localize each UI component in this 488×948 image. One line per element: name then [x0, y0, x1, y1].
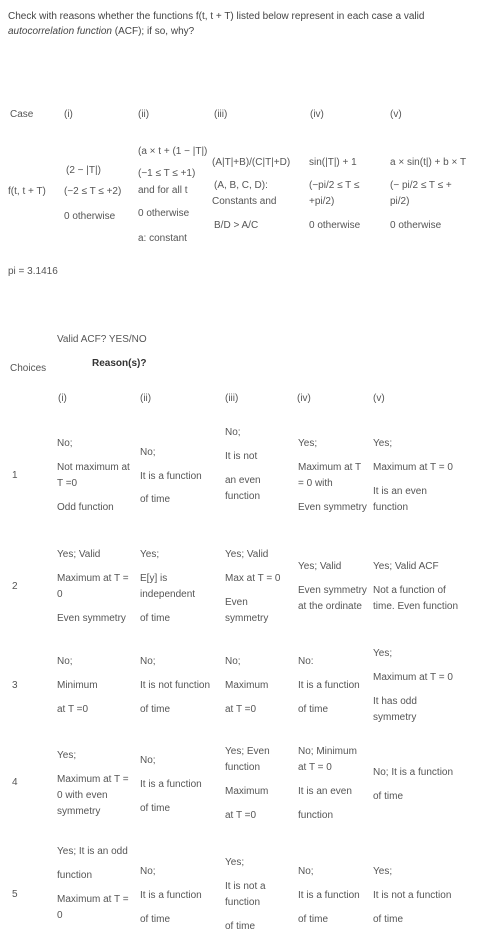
choice-cell-line: Maximum at T = 0 [373, 672, 453, 683]
choice-cell-line: function [298, 810, 334, 821]
choice-cell-line: Not maximum at [57, 462, 130, 473]
case-iv-line: +pi/2) [309, 196, 335, 207]
case-i-line: (−2 ≤ T ≤ +2) [64, 186, 122, 197]
choice-cell-line: 0 [57, 910, 63, 921]
choice-cell-line: an even [225, 475, 261, 486]
choice-cell-line: Maximum at T = 0 [373, 462, 453, 473]
choice-cell-line: independent [140, 589, 196, 600]
case-v-line: (− pi/2 ≤ T ≤ + [390, 180, 452, 191]
choice-cell-line: Yes; [225, 857, 245, 868]
choice-cell-line: It is a function [298, 890, 360, 901]
choice-cell-line: Minimum [57, 680, 98, 691]
case-header-iii: (iii) [214, 109, 228, 120]
choice-cell-line: No; It is a function [373, 767, 454, 778]
choice-cell-line: symmetry [373, 712, 417, 723]
choice-cell-line: Yes; [298, 438, 318, 449]
case-v-line: a × sin(t|) + b × T [390, 157, 467, 168]
choices-label: Choices [10, 363, 47, 374]
choice-cell-line: Maximum at T = [57, 774, 129, 785]
choice-cell-line: T =0 [57, 478, 78, 489]
choice-cell-line: Yes; Even [225, 746, 270, 757]
intro-acf-term: autocorrelation function [8, 26, 112, 37]
case-header-v: (v) [390, 109, 402, 120]
choices-header-ii: (ii) [140, 393, 152, 404]
choice-cell-line: Even symmetry [57, 613, 126, 624]
case-v-line: pi/2) [390, 196, 410, 207]
choice-cell-line: at T = 0 [298, 762, 332, 773]
valid-acf-label: Valid ACF? YES/NO [57, 334, 147, 345]
choice-number: 3 [12, 680, 18, 691]
choice-cell-line: It is a function [140, 779, 202, 790]
choice-cell-line: Yes; [140, 549, 160, 560]
choice-cell-line: = 0 with [298, 478, 333, 489]
case-iii-line: Constants and [212, 196, 277, 207]
case-ii-line: a: constant [138, 233, 187, 244]
choice-cell-line: Yes; It is an odd [57, 846, 128, 857]
choice-cell-line: It is an even [373, 486, 427, 497]
choice-cell-line: Yes; [373, 866, 393, 877]
choice-cell-line: Maximum at T = [57, 573, 129, 584]
choice-cell-line: 0 [57, 589, 63, 600]
choice-cell-line: function [225, 762, 261, 773]
choice-cell-line: It is a function [298, 680, 360, 691]
choice-cell-line: at T =0 [225, 810, 257, 821]
choice-cell-line: It is not function [140, 680, 211, 691]
case-label: Case [10, 109, 34, 120]
choice-cell-line: No; [225, 427, 241, 438]
choice-cell-line: It is not a function [373, 890, 452, 901]
choice-cell-line: It is an even [298, 786, 352, 797]
choice-cell-line: No; [140, 656, 156, 667]
choice-cell-line: It is not [225, 451, 258, 462]
case-iv-line: 0 otherwise [309, 220, 361, 231]
case-i-line: (2 − |T|) [66, 165, 101, 176]
case-iv-line: (−pi/2 ≤ T ≤ [309, 180, 360, 191]
choice-cell-line: of time [298, 704, 329, 715]
choice-cell-line: of time [298, 914, 329, 925]
choices-header-iii: (iii) [225, 393, 239, 404]
choice-cell-line: at T =0 [225, 704, 257, 715]
choice-cell-line: Maximum [225, 786, 269, 797]
choice-cell-line: of time [140, 704, 171, 715]
choice-cell-line: Yes; [373, 438, 393, 449]
choice-cell-line: of time [225, 921, 256, 932]
choice-cell-line: of time [140, 803, 171, 814]
choice-number: 1 [12, 470, 18, 481]
choice-cell-line: It is not a [225, 881, 266, 892]
choices-header-iv: (iv) [297, 393, 311, 404]
choice-cell-line: time. Even function [373, 601, 459, 612]
reason-label: Reason(s)? [92, 358, 147, 369]
choice-number: 5 [12, 889, 18, 900]
intro-text [8, 9, 480, 39]
case-header-i: (i) [64, 109, 73, 120]
intro-line1: Check with reasons whether the functions f(t, t + T) listed below represent in each case a valid [8, 11, 425, 22]
choice-cell-line: Yes; Valid [57, 549, 101, 560]
case-ii-line: and for all t [138, 185, 188, 196]
choice-cell-line: E[y] is [140, 573, 168, 584]
choice-cell-line: Not a function of [373, 585, 446, 596]
choice-cell-line: No; [225, 656, 241, 667]
choice-cell-line: It is a function [140, 890, 202, 901]
choice-cell-line: No; [140, 447, 156, 458]
function-label: f(t, t + T) [8, 186, 46, 197]
choice-cell-line: of time [373, 791, 404, 802]
choice-cell-line: Max at T = 0 [225, 573, 281, 584]
choice-cell-line: of time [373, 914, 404, 925]
choice-cell-line: function [373, 502, 409, 513]
choice-cell-line: It has odd [373, 696, 417, 707]
case-iv-line: sin(|T|) + 1 [309, 157, 357, 168]
choices-header-v: (v) [373, 393, 385, 404]
intro-line2: (ACF); if so, why? [111, 26, 195, 37]
choice-cell-line: symmetry [57, 806, 101, 817]
choice-cell-line: No; Minimum [298, 746, 357, 757]
choice-cell-line: No; [57, 656, 73, 667]
choice-cell-line: Yes; Valid [298, 561, 342, 572]
choice-cell-line: Even [225, 597, 248, 608]
case-header-ii: (ii) [138, 109, 150, 120]
choice-cell-line: of time [140, 613, 171, 624]
choice-cell-line: No; [298, 866, 314, 877]
choice-cell-line: of time [140, 914, 171, 925]
choice-cell-line: at the ordinate [298, 601, 362, 612]
case-iii-line: B/D > A/C [214, 220, 259, 231]
choice-cell-line: No; [57, 438, 73, 449]
choice-cell-line: function [57, 870, 93, 881]
case-iii-line: (A|T|+B)/(C|T|+D) [212, 157, 291, 168]
choice-cell-line: Odd function [57, 502, 114, 513]
pi-note: pi = 3.1416 [8, 266, 58, 277]
case-ii-line: (a × t + (1 − |T|) [138, 146, 208, 157]
choice-cell-line: Even symmetry [298, 502, 367, 513]
case-v-line: 0 otherwise [390, 220, 442, 231]
choice-cell-line: No; [140, 866, 156, 877]
case-i-line: 0 otherwise [64, 211, 116, 222]
choice-cell-line: Maximum at T = [57, 894, 129, 905]
case-iii-line: (A, B, C, D): [214, 180, 268, 191]
choices-header-i: (i) [58, 393, 67, 404]
choice-cell-line: Yes; Valid [225, 549, 269, 560]
choice-cell-line: No; [140, 755, 156, 766]
case-ii-line: 0 otherwise [138, 208, 190, 219]
choice-cell-line: symmetry [225, 613, 269, 624]
choice-cell-line: Yes; [373, 648, 393, 659]
choice-cell-line: at T =0 [57, 704, 89, 715]
choice-cell-line: 0 with even [57, 790, 108, 801]
choice-cell-line: Maximum at T [298, 462, 362, 473]
choice-cell-line: function [225, 897, 261, 908]
choice-cell-line: No: [298, 656, 314, 667]
choice-cell-line: Even symmetry [298, 585, 367, 596]
choice-cell-line: Yes; [57, 750, 77, 761]
choice-cell-line: of time [140, 494, 171, 505]
choice-cell-line: It is a function [140, 471, 202, 482]
case-ii-line: (−1 ≤ T ≤ +1) [138, 168, 196, 179]
choice-number: 2 [12, 581, 18, 592]
choice-number: 4 [12, 777, 18, 788]
case-header-iv: (iv) [310, 109, 324, 120]
choice-cell-line: Maximum [225, 680, 269, 691]
choice-cell-line: function [225, 491, 261, 502]
choice-cell-line: Yes; Valid ACF [373, 561, 439, 572]
